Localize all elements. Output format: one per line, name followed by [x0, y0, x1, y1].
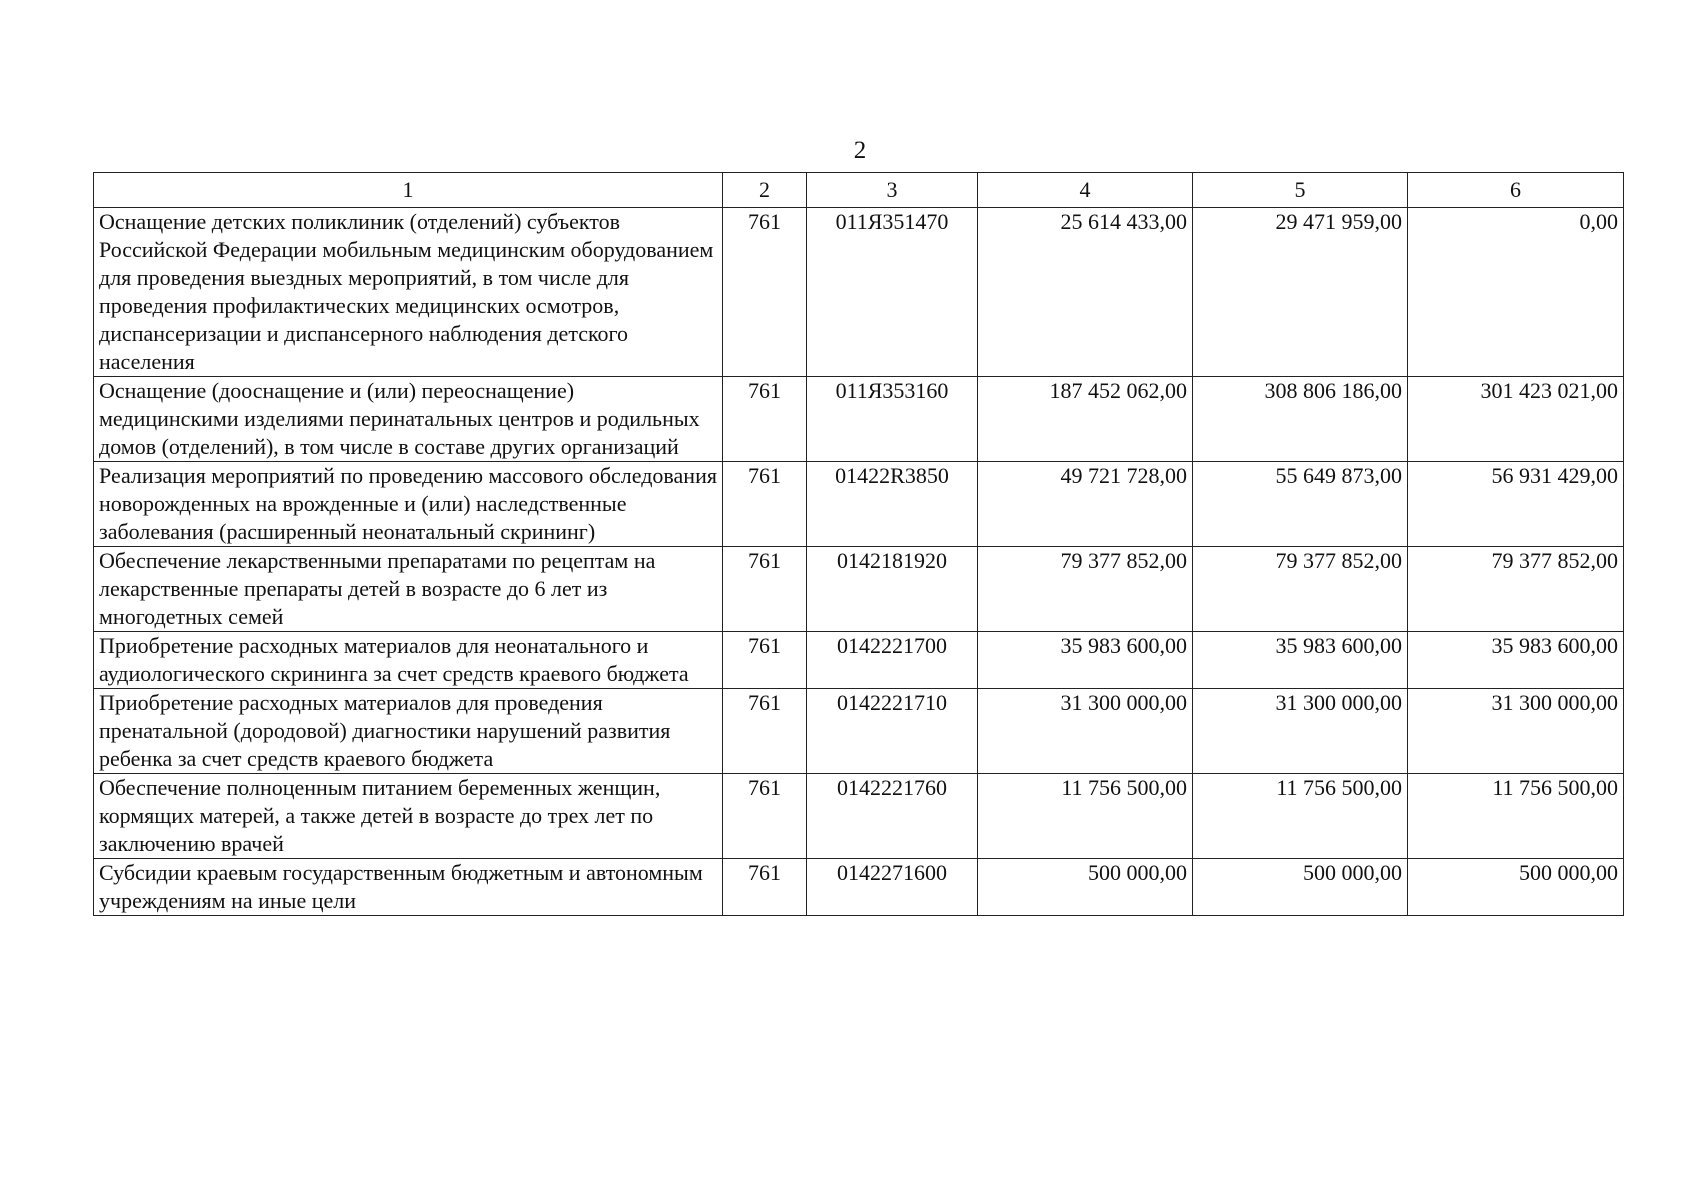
row-value-5: 11 756 500,00 [1193, 774, 1408, 859]
row-value-4: 35 983 600,00 [978, 632, 1193, 689]
table-row [94, 632, 1624, 689]
row-value-4: 11 756 500,00 [978, 774, 1193, 859]
row-value-5: 79 377 852,00 [1193, 547, 1408, 632]
row-value-4: 79 377 852,00 [978, 547, 1193, 632]
row-value-6: 79 377 852,00 [1408, 547, 1624, 632]
table-row [94, 774, 1624, 859]
row-code: 0142221760 [807, 774, 978, 859]
header-col-1: 1 [94, 173, 723, 208]
row-code: 0142221710 [807, 689, 978, 774]
table-header-row [94, 173, 1624, 208]
row-value-6: 0,00 [1408, 208, 1624, 377]
row-name: Субсидии краевым государственным бюджетным и автономным учреждениям на иные цели [94, 859, 723, 916]
header-col-4: 4 [978, 173, 1193, 208]
row-code: 0142271600 [807, 859, 978, 916]
row-value-4: 49 721 728,00 [978, 462, 1193, 547]
table-row [94, 689, 1624, 774]
page-number: 2 [853, 137, 867, 164]
row-dept: 761 [723, 377, 807, 462]
row-value-4: 25 614 433,00 [978, 208, 1193, 377]
row-value-6: 56 931 429,00 [1408, 462, 1624, 547]
row-code: 011Я351470 [807, 208, 978, 377]
row-name: Обеспечение лекарственными препаратами по рецептам на лекарственные препараты детей в возрасте до 6 лет из многодетных семей [94, 547, 723, 632]
table-row [94, 208, 1624, 377]
row-dept: 761 [723, 208, 807, 377]
row-value-5: 500 000,00 [1193, 859, 1408, 916]
row-name: Оснащение детских поликлиник (отделений) субъектов Российской Федерации мобильным медицинским оборудованием для проведения выездных мероприятий, в том числе для проведения профилактических медицинских осмотров, диспансеризации и диспансерного наблюдения детского населения [94, 208, 723, 377]
row-name: Приобретение расходных материалов для неонатального и аудиологического скрининга за счет средств краевого бюджета [94, 632, 723, 689]
row-value-4: 500 000,00 [978, 859, 1193, 916]
row-dept: 761 [723, 689, 807, 774]
table-row [94, 377, 1624, 462]
row-dept: 761 [723, 547, 807, 632]
header-col-2: 2 [723, 173, 807, 208]
row-value-5: 29 471 959,00 [1193, 208, 1408, 377]
header-col-5: 5 [1193, 173, 1408, 208]
row-name: Обеспечение полноценным питанием беременных женщин, кормящих матерей, а также детей в возрасте до трех лет по заключению врачей [94, 774, 723, 859]
row-code: 011Я353160 [807, 377, 978, 462]
row-value-5: 31 300 000,00 [1193, 689, 1408, 774]
table-row [94, 462, 1624, 547]
row-value-5: 55 649 873,00 [1193, 462, 1408, 547]
row-name: Приобретение расходных материалов для проведения пренатальной (дородовой) диагностики нарушений развития ребенка за счет средств краевого бюджета [94, 689, 723, 774]
row-value-5: 35 983 600,00 [1193, 632, 1408, 689]
row-code: 0142181920 [807, 547, 978, 632]
row-name: Оснащение (дооснащение и (или) переоснащение) медицинскими изделиями перинатальных центров и родильных домов (отделений), в том числе в составе других организаций [94, 377, 723, 462]
row-value-6: 301 423 021,00 [1408, 377, 1624, 462]
row-dept: 761 [723, 774, 807, 859]
row-code: 0142221700 [807, 632, 978, 689]
row-dept: 761 [723, 859, 807, 916]
row-value-4: 187 452 062,00 [978, 377, 1193, 462]
row-code: 01422R3850 [807, 462, 978, 547]
row-value-5: 308 806 186,00 [1193, 377, 1408, 462]
row-value-6: 31 300 000,00 [1408, 689, 1624, 774]
row-value-6: 500 000,00 [1408, 859, 1624, 916]
table-row [94, 859, 1624, 916]
row-name: Реализация мероприятий по проведению массового обследования новорожденных на врожденные и (или) наследственные заболевания (расширенный неонатальный скрининг) [94, 462, 723, 547]
row-value-6: 11 756 500,00 [1408, 774, 1624, 859]
row-value-6: 35 983 600,00 [1408, 632, 1624, 689]
header-col-6: 6 [1408, 173, 1624, 208]
header-col-3: 3 [807, 173, 978, 208]
row-value-4: 31 300 000,00 [978, 689, 1193, 774]
table-row [94, 547, 1624, 632]
row-dept: 761 [723, 632, 807, 689]
row-dept: 761 [723, 462, 807, 547]
budget-table [93, 172, 1624, 916]
